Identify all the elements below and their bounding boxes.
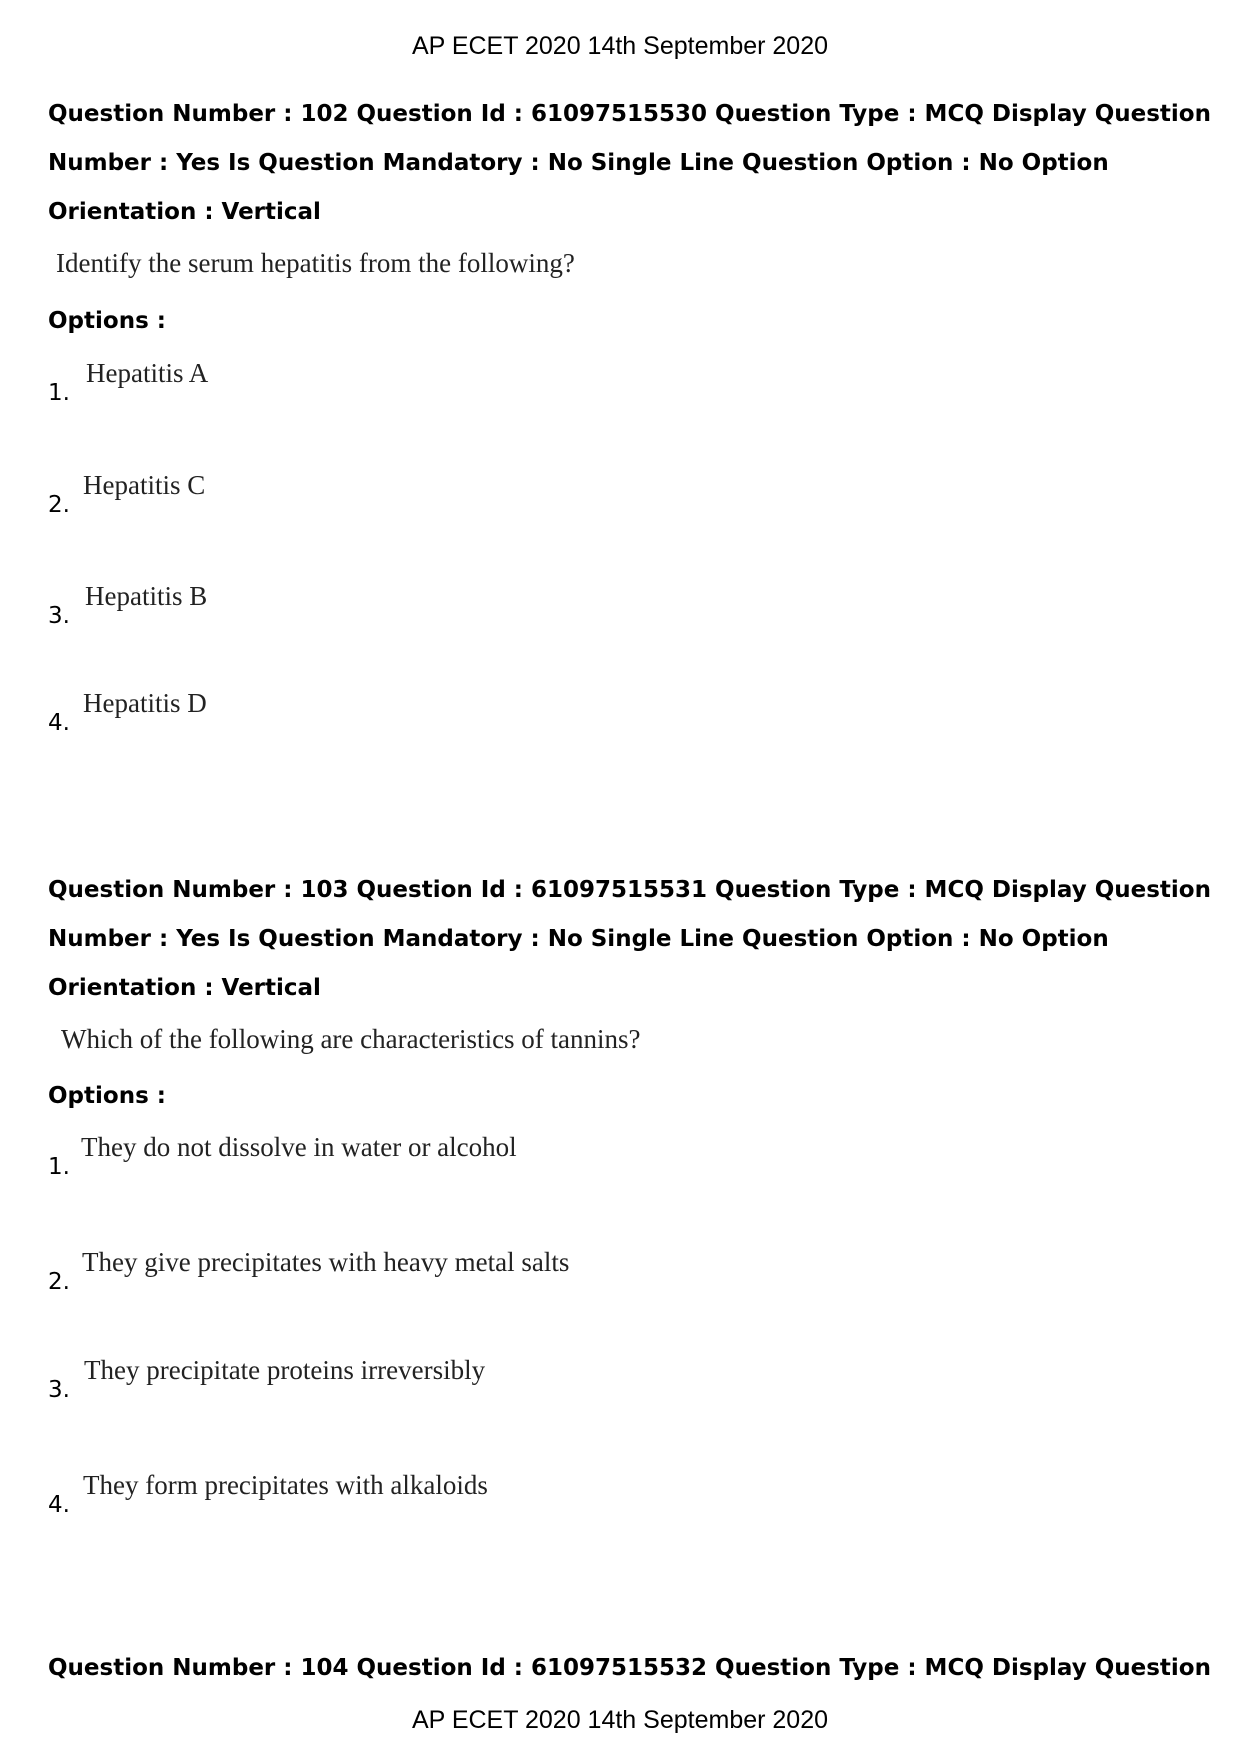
option-text: Hepatitis A (86, 358, 209, 388)
page-footer: AP ECET 2020 14th September 2020 (411, 1706, 829, 1734)
question-103-metadata (48, 866, 1211, 1013)
option-item (48, 581, 1148, 631)
metadata-line: Orientation : Vertical (48, 975, 321, 1001)
metadata-line: Question Number : 103 Question Id : 61097515531 Question Type : MCQ Display Question (48, 877, 1211, 903)
question-102-text: Identify the serum hepatitis from the following? (56, 248, 575, 278)
option-number: 2. (48, 1269, 70, 1295)
option-text: Hepatitis B (85, 581, 208, 611)
option-item (48, 1355, 1148, 1405)
option-number: 1. (48, 1154, 70, 1180)
option-number: 4. (48, 1492, 70, 1518)
metadata-line: Number : Yes Is Question Mandatory : No Single Line Question Option : No Option (48, 926, 1109, 952)
option-number: 4. (48, 710, 70, 736)
option-text: They give precipitates with heavy metal salts (82, 1247, 570, 1277)
question-104-metadata (48, 1644, 1211, 1693)
option-item (48, 358, 1148, 408)
option-number: 3. (48, 1377, 70, 1403)
option-number: 3. (48, 603, 70, 629)
metadata-line: Question Number : 102 Question Id : 61097515530 Question Type : MCQ Display Question (48, 101, 1211, 127)
option-item (48, 688, 1148, 738)
option-text: Hepatitis C (83, 470, 206, 500)
option-text: They do not dissolve in water or alcohol (81, 1132, 517, 1162)
page-header: AP ECET 2020 14th September 2020 (411, 32, 829, 60)
option-text: They precipitate proteins irreversibly (84, 1355, 486, 1385)
option-text: Hepatitis D (83, 688, 207, 718)
metadata-line: Question Number : 104 Question Id : 61097515532 Question Type : MCQ Display Question (48, 1655, 1211, 1681)
option-number: 1. (48, 380, 70, 406)
option-item (48, 1247, 1148, 1297)
option-text: They form precipitates with alkaloids (83, 1470, 488, 1500)
options-label: Options : (48, 1083, 166, 1109)
option-item (48, 470, 1148, 520)
question-103-text: Which of the following are characteristics of tannins? (61, 1024, 641, 1054)
metadata-line: Orientation : Vertical (48, 199, 321, 225)
metadata-line: Number : Yes Is Question Mandatory : No Single Line Question Option : No Option (48, 150, 1109, 176)
question-102-metadata (48, 90, 1211, 237)
option-number: 2. (48, 492, 70, 518)
options-label: Options : (48, 308, 166, 334)
option-item (48, 1470, 1148, 1520)
option-item (48, 1132, 1148, 1182)
